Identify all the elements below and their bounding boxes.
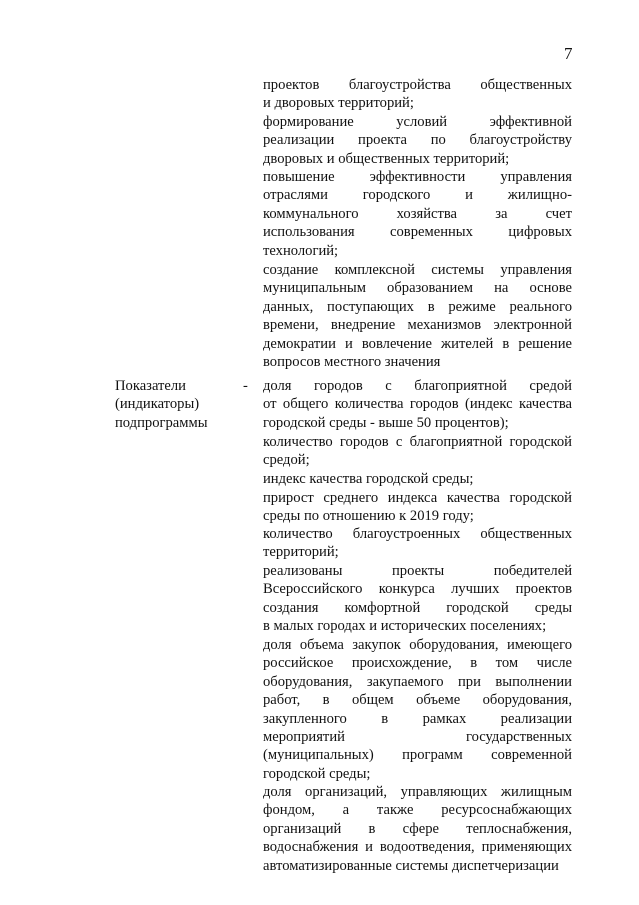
paragraph-line: городской среды; [263, 765, 371, 782]
paragraph-line: демократии и вовлечение жителей в решение [263, 335, 572, 352]
paragraph-line: от общего количества городов (индекс качества [263, 396, 572, 413]
paragraph [263, 489, 572, 526]
paragraph-line: реализации проекта по благоустройству [263, 132, 572, 149]
paragraph-line: российское происхождение, в том числе [263, 655, 572, 672]
paragraph-line: доля организаций, управляющих жилищным [263, 784, 572, 800]
paragraph [263, 562, 572, 636]
paragraph-line: прирост среднего индекса качества городской [263, 490, 572, 506]
paragraph [263, 261, 572, 371]
paragraph-line: доля объема закупок оборудования, имеющего [263, 637, 572, 653]
row-label-line: подпрограммы [115, 414, 208, 431]
paragraph-line: Всероссийского конкурса лучших проектов [263, 581, 572, 598]
paragraph-line: территорий; [263, 544, 339, 561]
paragraph-line: дворовых и общественных территорий; [263, 150, 510, 167]
paragraph [263, 168, 572, 260]
paragraph-line: и дворовых территорий; [263, 95, 414, 112]
paragraph-line: закупленного в рамках реализации [263, 710, 572, 727]
paragraph-line: автоматизированные системы диспетчеризации [263, 857, 559, 874]
paragraph-line: работ, в общем объеме оборудования, [263, 692, 572, 709]
paragraph-line: технологий; [263, 242, 339, 259]
row-label-line: Показатели [115, 378, 186, 394]
paragraph-line: времени, внедрение механизмов электронной [263, 317, 572, 334]
paragraph-line: реализованы проекты победителей [263, 563, 572, 579]
paragraph-line: использования современных цифровых [263, 224, 572, 241]
paragraph-line: фондом, а также ресурсоснабжающих [263, 802, 572, 819]
paragraph [263, 525, 572, 562]
paragraph-line: (муниципальных) программ современной [263, 747, 572, 764]
paragraph-line: средой; [263, 452, 310, 469]
paragraph-line: в малых городах и исторических поселениях; [263, 618, 547, 635]
paragraph-line: вопросов местного значения [263, 353, 441, 370]
paragraph [263, 783, 572, 875]
paragraph-line: водоснабжения и водоотведения, применяющих [263, 839, 572, 856]
paragraph-line: проектов благоустройства общественных [263, 77, 572, 93]
paragraph [263, 377, 572, 432]
paragraph-line: коммунального хозяйства за счет [263, 205, 572, 222]
paragraph-line: создания комфортной городской среды [263, 599, 572, 616]
page-number: 7 [564, 44, 573, 63]
paragraph-line: индекс качества городской среды; [263, 471, 474, 487]
paragraph [263, 470, 572, 488]
paragraph-line: среды по отношению к 2019 году; [263, 508, 474, 525]
row-dash: - [243, 378, 248, 394]
paragraph [263, 76, 572, 113]
paragraph-line: отраслями городского и жилищно- [263, 187, 572, 204]
row-label [115, 377, 225, 432]
paragraph-line: мероприятий государственных [263, 728, 572, 745]
paragraph [263, 113, 572, 168]
paragraph-line: формирование условий эффективной [263, 114, 572, 130]
paragraph-line: организаций в сфере теплоснабжения, [263, 820, 572, 837]
paragraph-line: создание комплексной системы управления [263, 262, 572, 278]
paragraph-line: повышение эффективности управления [263, 169, 572, 185]
paragraph-line: муниципальным образованием на основе [263, 280, 572, 297]
paragraph-line: данных, поступающих в режиме реального [263, 298, 572, 315]
paragraph-line: доля городов с благоприятной средой [263, 378, 572, 394]
paragraph-line: городской среды - выше 50 процентов); [263, 414, 509, 431]
paragraph-line: количество благоустроенных общественных [263, 526, 572, 542]
paragraph-line: количество городов с благоприятной городской [263, 434, 572, 450]
paragraph [263, 433, 572, 470]
row-label-line: (индикаторы) [115, 396, 200, 413]
paragraph [263, 636, 572, 783]
paragraph-line: оборудования, закупаемого при выполнении [263, 673, 572, 690]
